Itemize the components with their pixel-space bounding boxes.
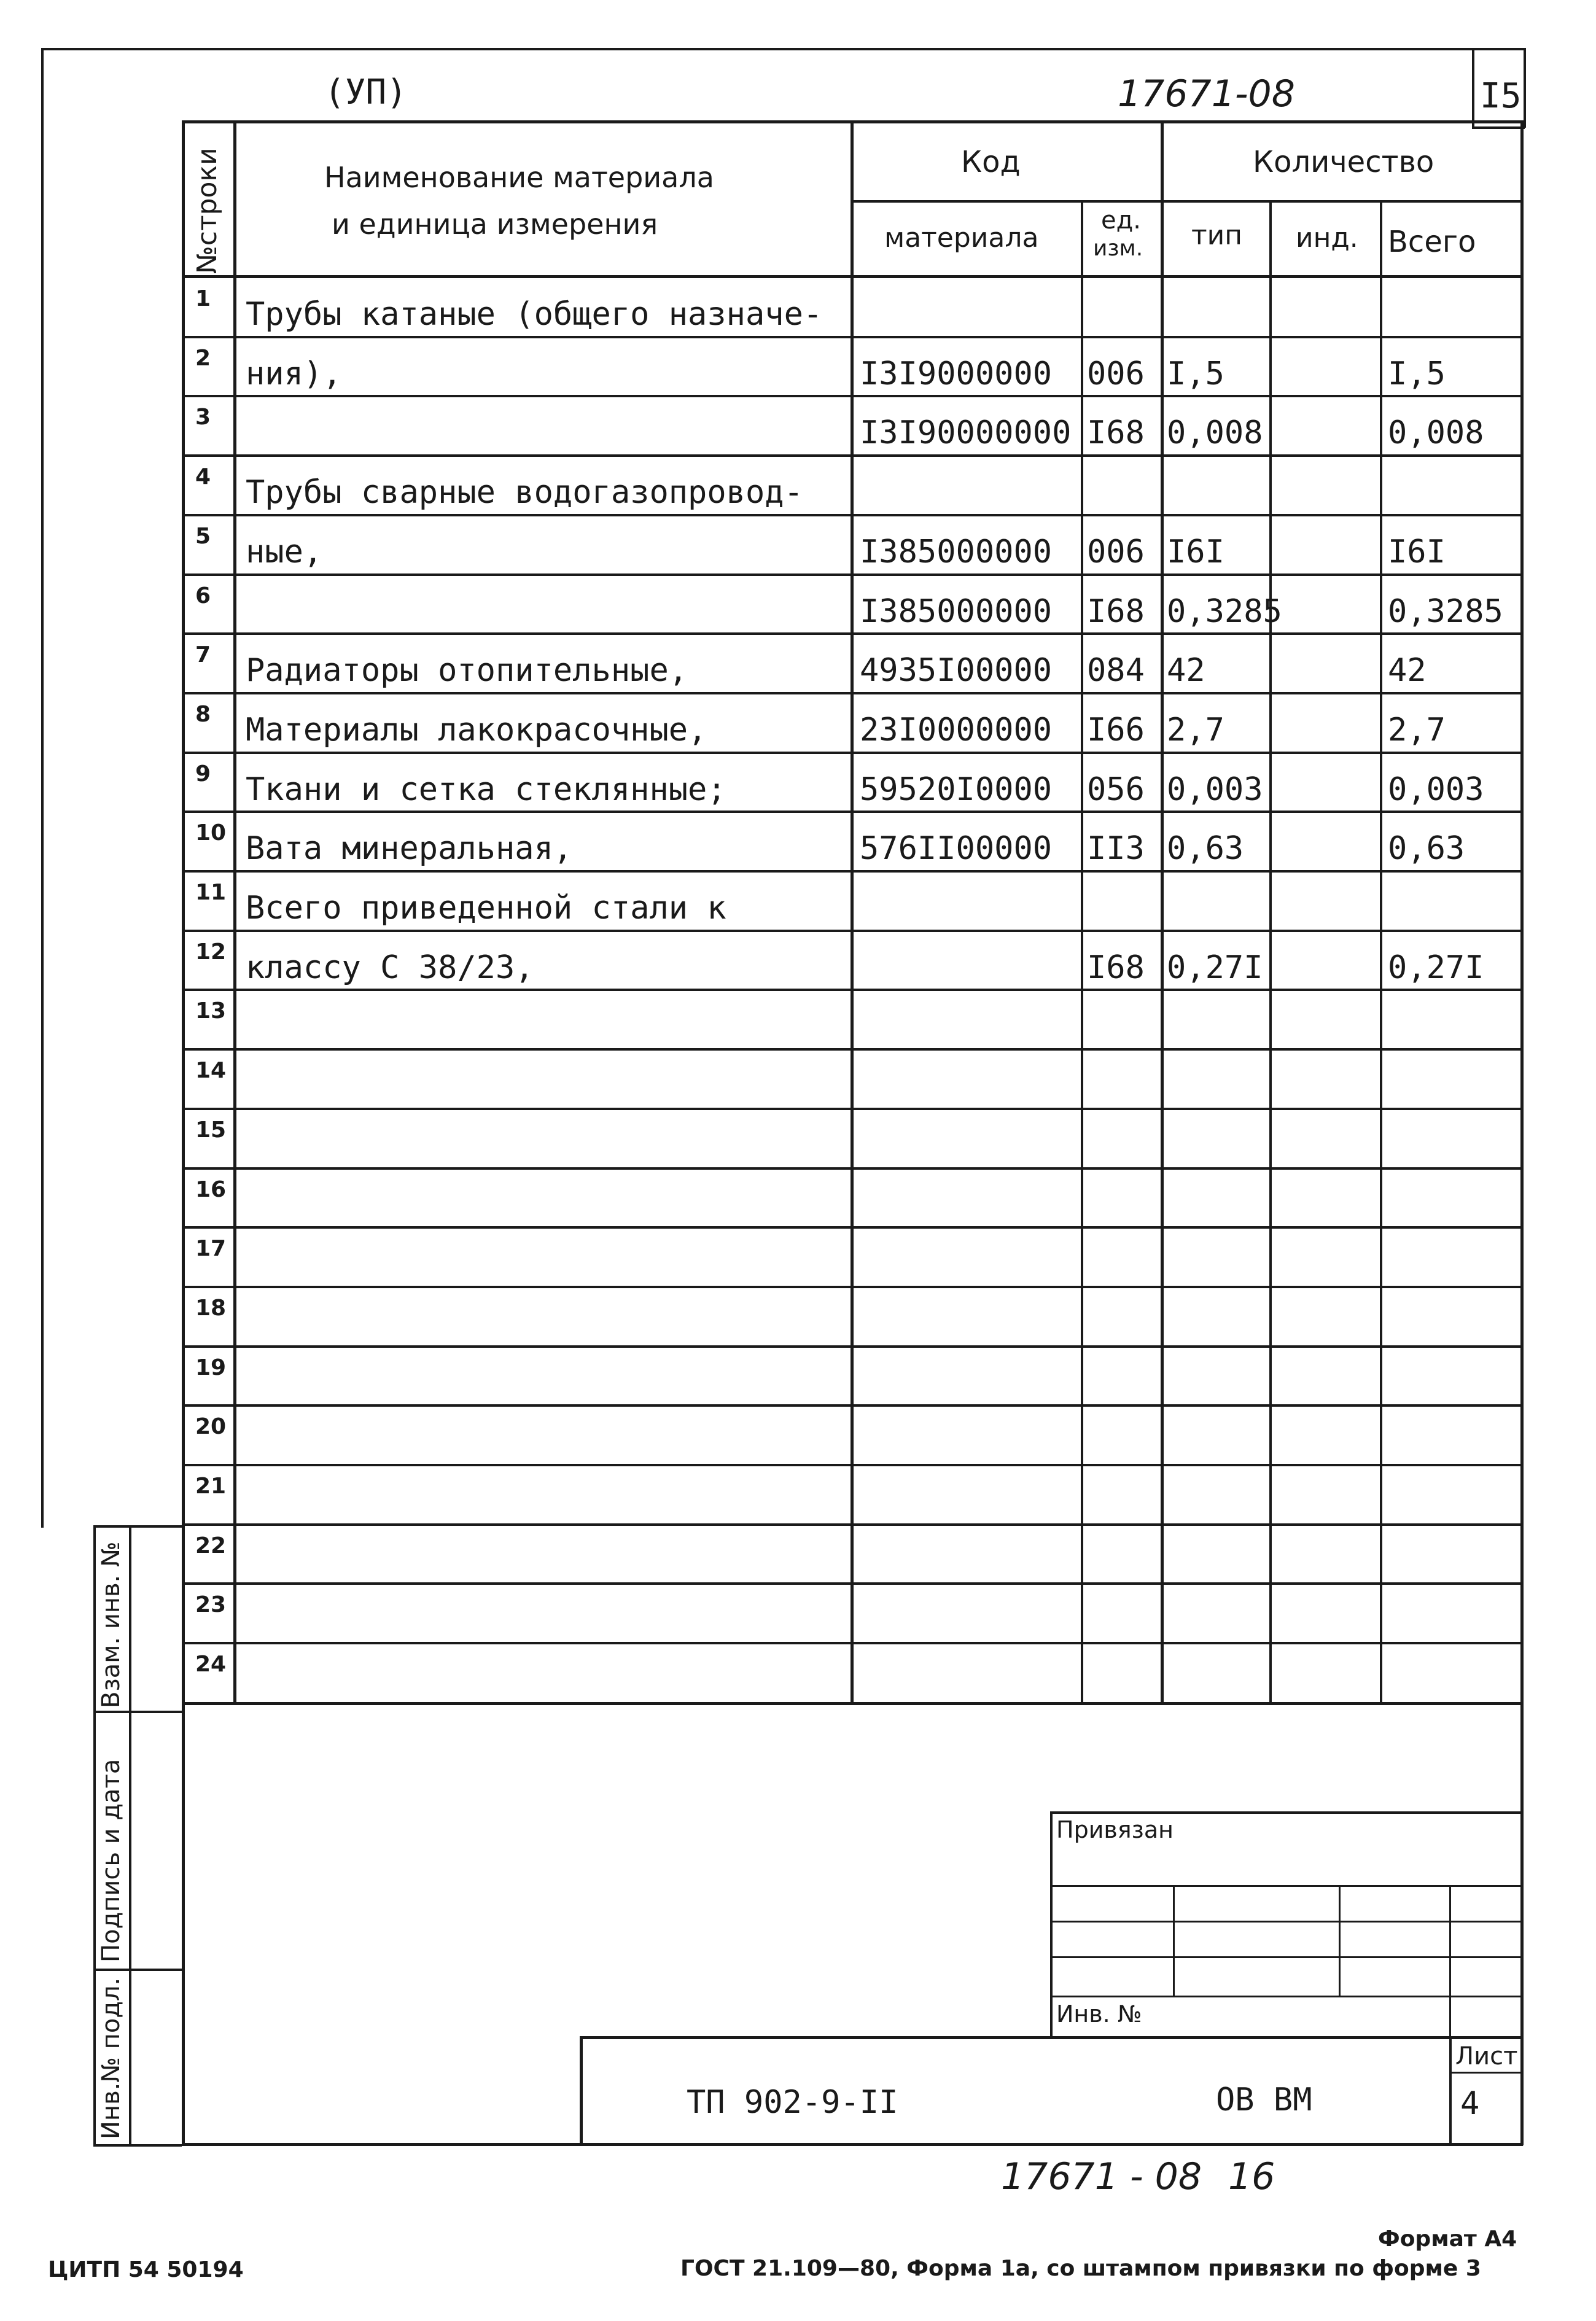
row-name: ные, (246, 533, 323, 570)
row-number: 17 (195, 1236, 227, 1262)
row-number: 6 (195, 583, 211, 608)
header-unit-line2: изм. (1093, 236, 1143, 261)
row-number: 5 (195, 523, 211, 549)
row-code: I385000000 (860, 533, 1053, 570)
row-number: 7 (195, 642, 211, 668)
row-number: 10 (195, 820, 227, 846)
row-number: 4 (195, 464, 211, 490)
row-code: I385000000 (860, 593, 1053, 630)
row-number: 12 (195, 939, 227, 965)
row-qty-type: 0,63 (1167, 830, 1244, 868)
side-strip-mid (129, 1525, 131, 2145)
row-name: Вата минеральная, (246, 830, 573, 868)
row-code: I3I90000000 (860, 414, 1072, 452)
header-quantity: Количество (1253, 145, 1434, 179)
stamp-privyazan: Привязан (1056, 1816, 1174, 1843)
footer-left: ЦИТП 54 50194 (48, 2257, 244, 2282)
footer-gost: ГОСТ 21.109—80, Форма 1а, со штампом привязки по форме 3 (680, 2256, 1481, 2281)
row-code: 23I0000000 (860, 711, 1053, 748)
row-qty-type: 0,008 (1167, 414, 1263, 452)
header-code: (УП) (324, 72, 407, 112)
side-label-inv-podl: Инв.№ подл. (97, 1977, 125, 2139)
footer-hand-number: 17671 - 08 (1001, 2155, 1202, 2198)
footer-format: Формат А4 (1378, 2226, 1517, 2252)
row-name: ния), (246, 355, 342, 392)
row-name: Трубы сварные водогазопровод- (246, 474, 803, 511)
row-number: 1 (195, 286, 211, 311)
row-number: 18 (195, 1295, 227, 1321)
side-label-vzam: Взам. инв. № (97, 1541, 125, 1708)
header-qty-ind: инд. (1296, 222, 1358, 254)
row-unit-code: I66 (1087, 711, 1145, 748)
header-qty-type: тип (1191, 220, 1242, 251)
side-label-podpis: Подпись и дата (97, 1759, 125, 1962)
row-number: 20 (195, 1414, 227, 1440)
row-code: 4935I00000 (860, 652, 1053, 690)
row-qty-total: I6I (1388, 533, 1446, 570)
row-number: 11 (195, 880, 227, 905)
frame-top (41, 48, 1525, 50)
header-unit-line1: ед. (1101, 206, 1141, 235)
row-qty-total: I,5 (1388, 355, 1446, 392)
page-box-bottom (1472, 126, 1525, 129)
row-qty-type: I,5 (1167, 355, 1224, 392)
row-code: 59520I0000 (860, 771, 1053, 808)
row-number: 3 (195, 405, 211, 430)
row-number: 19 (195, 1355, 227, 1380)
header-name-line2: и единица измерения (332, 208, 658, 241)
frame-right (1524, 48, 1526, 128)
row-unit-code: 006 (1087, 355, 1145, 392)
side-strip-left (93, 1525, 96, 2145)
row-qty-total: 0,27I (1388, 949, 1484, 986)
row-number: 15 (195, 1117, 227, 1143)
row-unit-code: 006 (1087, 533, 1145, 570)
row-number: 13 (195, 998, 227, 1024)
row-qty-total: 0,63 (1388, 830, 1465, 868)
row-qty-total: 0,008 (1388, 414, 1484, 452)
header-name-line1: Наименование материала (324, 161, 714, 194)
page-number: I5 (1480, 76, 1522, 116)
row-name: Трубы катаные (общего назначе- (246, 296, 823, 333)
frame-left (41, 48, 44, 1528)
stamp-sheet-label: Лист (1455, 2042, 1518, 2070)
row-qty-total: 42 (1388, 652, 1427, 690)
row-unit-code: I68 (1087, 593, 1145, 630)
row-number: 24 (195, 1652, 227, 1678)
row-name: Радиаторы отопительные, (246, 652, 688, 690)
stamp-mark: ОВ ВМ (1216, 2082, 1312, 2118)
footer-hand-page: 16 (1228, 2155, 1275, 2198)
header-doc-number: 17671-08 (1118, 72, 1295, 115)
row-qty-type: 0,3285 (1167, 593, 1282, 630)
row-unit-code: I68 (1087, 949, 1145, 986)
row-qty-type: 0,27I (1167, 949, 1263, 986)
row-number: 22 (195, 1533, 227, 1558)
stamp-doc-code: ТП 902-9-II (687, 2084, 898, 2121)
header-row-no: №строки (192, 147, 223, 274)
stamp-sheet-value: 4 (1460, 2085, 1480, 2122)
row-number: 21 (195, 1474, 227, 1499)
row-name: классу С 38/23, (246, 949, 534, 986)
page-box-left (1472, 48, 1474, 128)
row-qty-type: I6I (1167, 533, 1224, 570)
header-qty-total: Всего (1388, 225, 1476, 259)
row-qty-type: 42 (1167, 652, 1205, 690)
row-code: I3I9000000 (860, 355, 1053, 392)
header-code: Код (961, 145, 1021, 179)
row-number: 9 (195, 761, 211, 787)
row-unit-code: I68 (1087, 414, 1145, 452)
row-qty-total: 0,003 (1388, 771, 1484, 808)
row-name: Всего приведенной стали к (246, 890, 726, 927)
row-number: 8 (195, 701, 211, 727)
row-qty-type: 2,7 (1167, 711, 1224, 748)
header-code-material: материала (884, 222, 1039, 254)
row-qty-total: 0,3285 (1388, 593, 1503, 630)
row-name: Материалы лакокрасочные, (246, 711, 707, 748)
row-number: 16 (195, 1176, 227, 1202)
row-number: 2 (195, 345, 211, 371)
row-number: 14 (195, 1058, 227, 1084)
row-unit-code: 056 (1087, 771, 1145, 808)
row-code: 576II00000 (860, 830, 1053, 868)
stamp-inv-no: Инв. № (1056, 2000, 1142, 2027)
row-unit-code: 084 (1087, 652, 1145, 690)
row-unit-code: II3 (1087, 830, 1145, 868)
row-qty-type: 0,003 (1167, 771, 1263, 808)
row-qty-total: 2,7 (1388, 711, 1446, 748)
row-name: Ткани и сетка стеклянные; (246, 771, 726, 808)
row-number: 23 (195, 1592, 227, 1618)
